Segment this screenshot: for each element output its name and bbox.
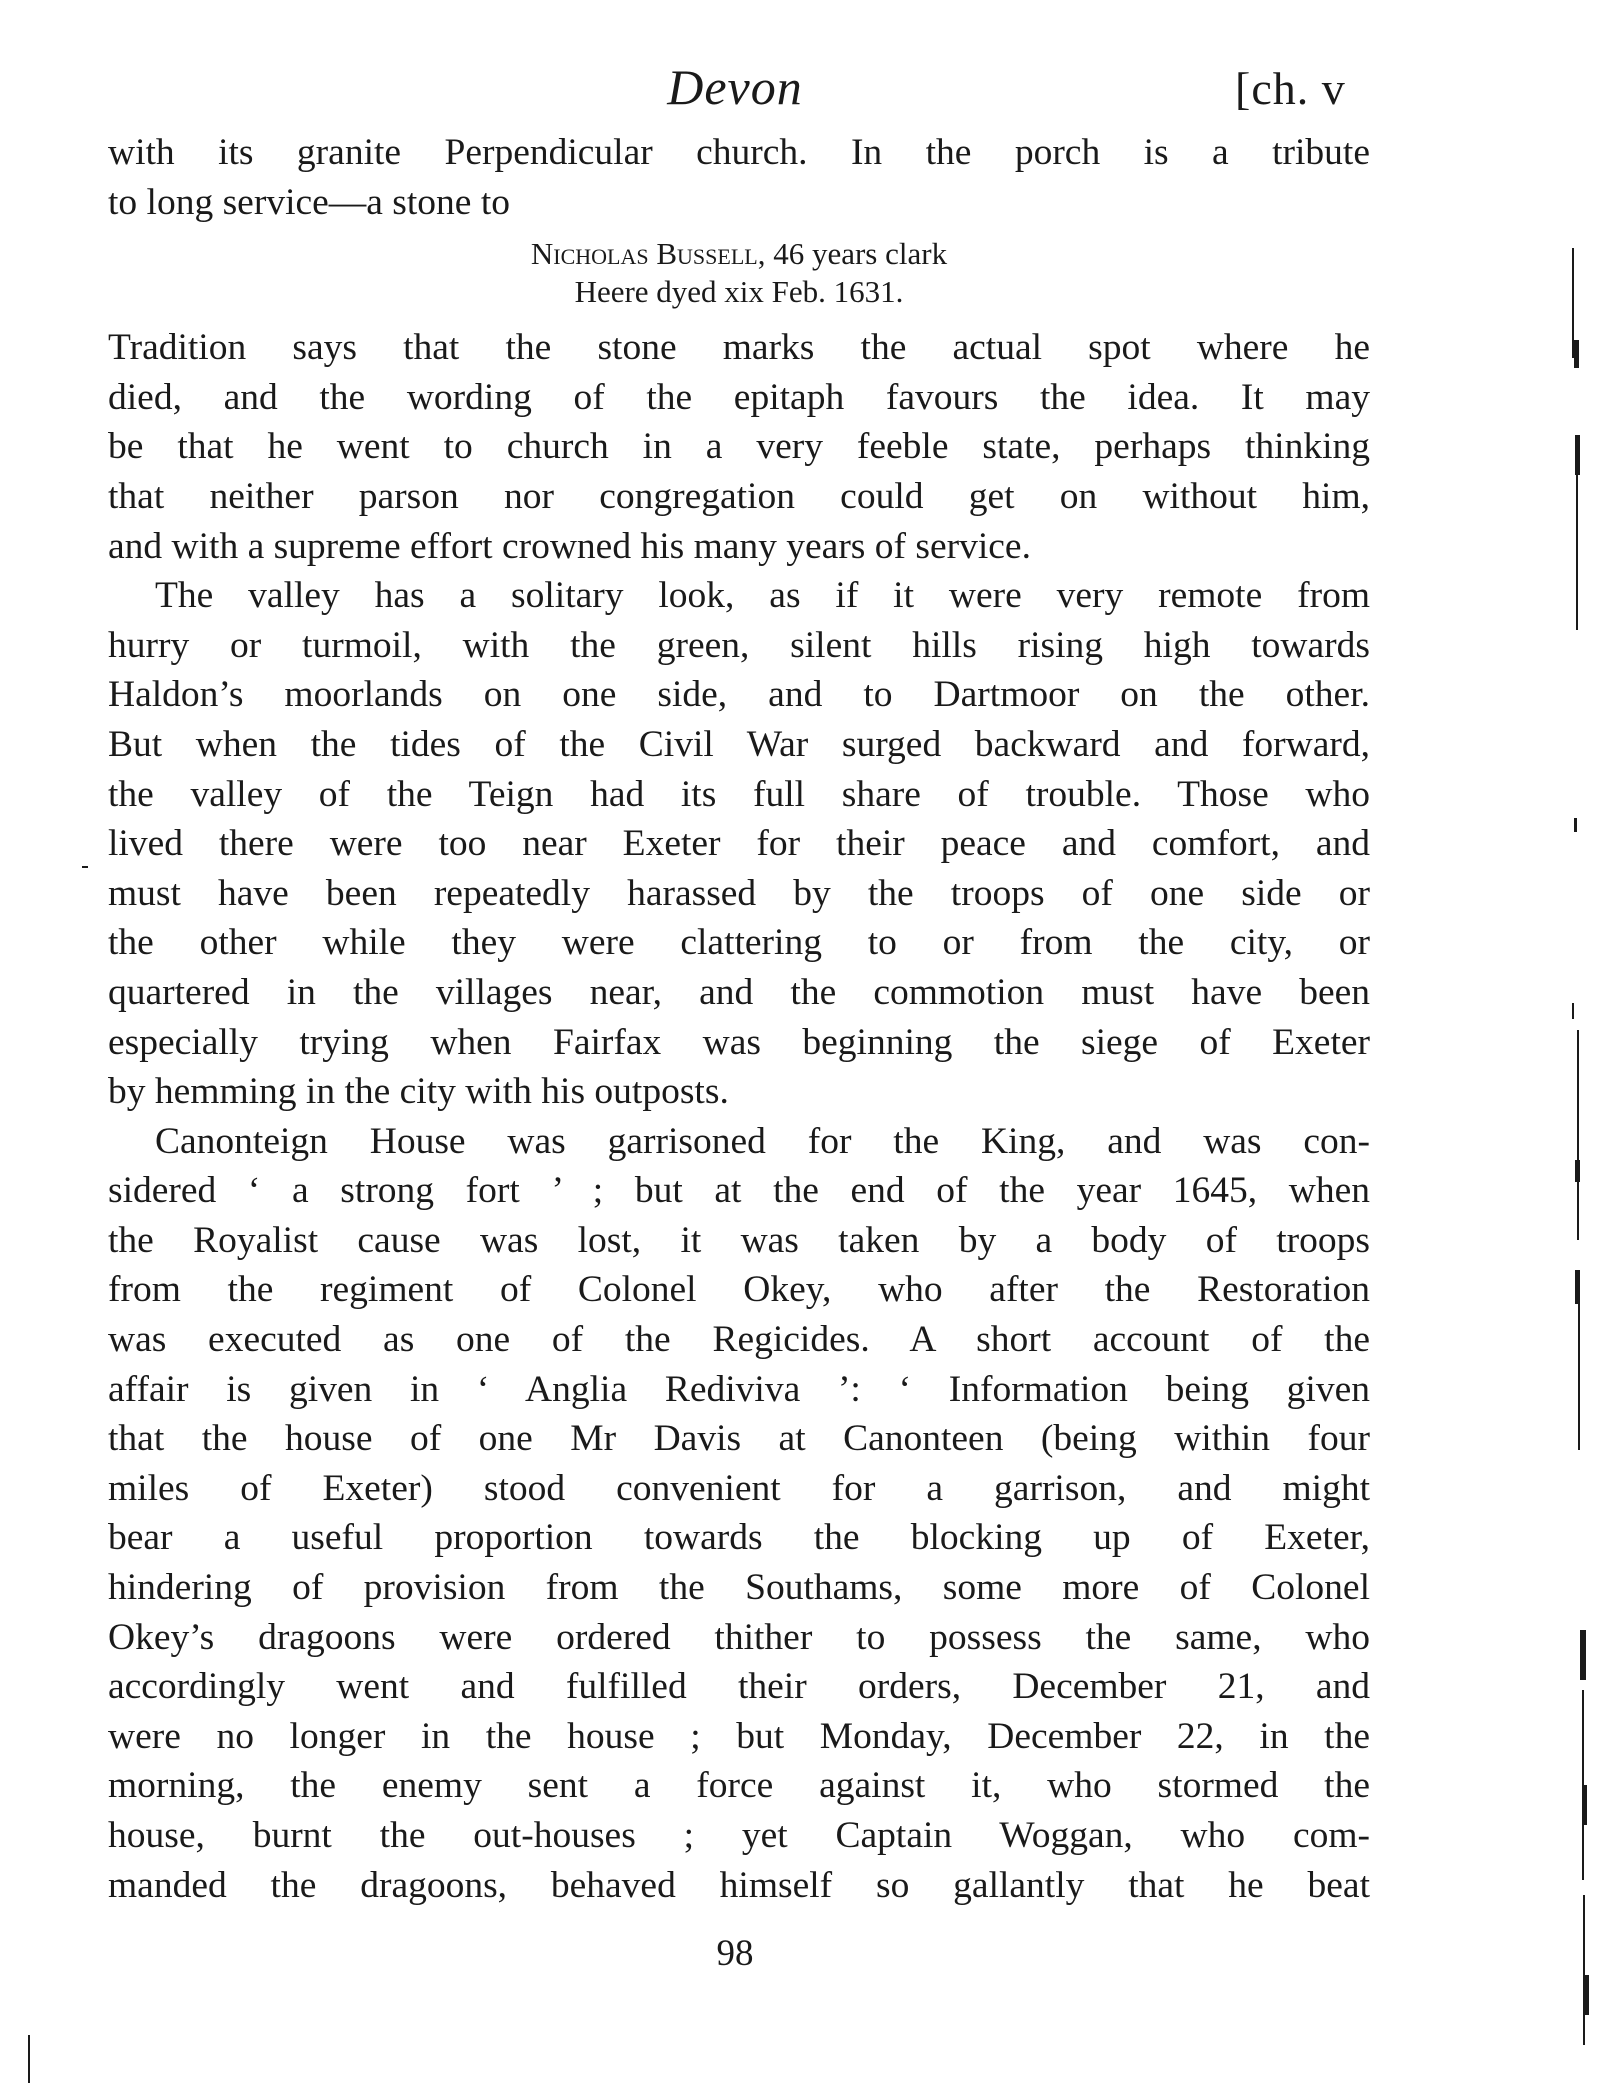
- text-line: died, and the wording of the epitaph favours the idea. It may: [108, 376, 1370, 418]
- text-line: the Royalist cause was lost, it was taken by a body of troops: [108, 1219, 1370, 1261]
- text-line: Okey’s dragoons were ordered thither to possess the same, who: [108, 1616, 1370, 1658]
- text-line: quartered in the villages near, and the commotion must have been: [108, 971, 1370, 1013]
- text-line: Haldon’s moorlands on one side, and to Dartmoor on the other.: [108, 674, 1370, 716]
- text-line: morning, the enemy sent a force against it, who stormed the: [108, 1765, 1370, 1807]
- text-line: sidered ‘ a strong fort ’ ; but at the end of the year 1645, when: [108, 1170, 1370, 1212]
- text-line: especially trying when Fairfax was beginning the siege of Exeter: [108, 1021, 1370, 1063]
- text-line: must have been repeatedly harassed by the troops of one side or: [108, 872, 1370, 914]
- scan-artifact-line: [1582, 1785, 1587, 1825]
- text-line: the valley of the Teign had its full share of trouble. Those who: [108, 773, 1370, 815]
- text-line: the other while they were clattering to or from the city, or: [108, 922, 1370, 964]
- epitaph-line-1: [108, 235, 1370, 273]
- text-line: that the house of one Mr Davis at Canonteen (being within four: [108, 1418, 1370, 1460]
- text-line: lived there were too near Exeter for their peace and comfort, and: [108, 823, 1370, 865]
- text-line: manded the dragoons, behaved himself so gallantly that he beat: [108, 1864, 1370, 1906]
- scan-artifact-line: [1575, 435, 1580, 475]
- text-line: bear a useful proportion towards the blocking up of Exeter,: [108, 1517, 1370, 1559]
- scan-artifact-line: [28, 2035, 30, 2083]
- text-line: was executed as one of the Regicides. A short account of the: [108, 1319, 1370, 1361]
- scan-artifact-line: [1574, 818, 1577, 832]
- text-line: The valley has a solitary look, as if it were very remote from: [155, 575, 1370, 617]
- text-line: and with a supreme effort crowned his many years of service.: [108, 525, 1031, 567]
- scan-artifact-line: [1583, 1975, 1589, 2015]
- scan-artifact-line: [1580, 1630, 1586, 1680]
- text-line: hindering of provision from the Southams, some more of Colonel: [108, 1567, 1370, 1609]
- scan-artifact-line: [1572, 1003, 1574, 1019]
- running-title: Devon: [667, 59, 803, 115]
- scan-artifact-line: [1576, 470, 1578, 630]
- scan-artifact-line: [1574, 340, 1579, 368]
- text-line: from the regiment of Colonel Okey, who after the Restoration: [108, 1269, 1370, 1311]
- text-line: Canonteign House was garrisoned for the King, and was con-: [155, 1120, 1370, 1162]
- text-line: to long service—a stone to: [108, 181, 510, 223]
- scan-artifact-line: [1578, 1300, 1580, 1450]
- scan-artifact-line: [1577, 1030, 1579, 1240]
- scan-artifact-line: [1575, 1160, 1580, 1182]
- epitaph-name: Nicholas Bussell: [530, 236, 758, 272]
- text-line: Tradition says that the stone marks the actual spot where he: [108, 327, 1370, 369]
- text-line: hurry or turmoil, with the green, silent hills rising high towards: [108, 624, 1370, 666]
- text-line: But when the tides of the Civil War surged backward and forward,: [108, 723, 1370, 765]
- epitaph-quote: [108, 235, 1370, 311]
- text-line: house, burnt the out-houses ; yet Captain Woggan, who com-: [108, 1815, 1370, 1856]
- text-line: were no longer in the house ; but Monday, December 22, in the: [108, 1715, 1370, 1757]
- epitaph-detail: , 46 years clark: [757, 236, 948, 272]
- text-line: by hemming in the city with his outposts.: [108, 1071, 729, 1113]
- text-line: affair is given in ‘ Anglia Rediviva ’: ‘ Information being given: [108, 1368, 1370, 1410]
- scan-artifact-line: [1575, 1270, 1580, 1304]
- text-line: miles of Exeter) stood convenient for a garrison, and might: [108, 1467, 1370, 1509]
- text-line: be that he went to church in a very feeble state, perhaps thinking: [108, 426, 1370, 468]
- epitaph-line-2: Heere dyed xix Feb. 1631.: [574, 274, 904, 310]
- scan-artifact-dot: [82, 866, 88, 868]
- text-line: accordingly went and fulfilled their orders, December 21, and: [108, 1666, 1370, 1708]
- scan-artifact-line: [1583, 1895, 1585, 2045]
- page-number: 98: [716, 1933, 754, 1974]
- body-text: [108, 128, 1370, 1910]
- text-line: that neither parson nor congregation could get on without him,: [108, 475, 1370, 517]
- text-line: with its granite Perpendicular church. In the porch is a tribute: [108, 132, 1370, 173]
- chapter-reference: [ch. v: [1235, 63, 1346, 114]
